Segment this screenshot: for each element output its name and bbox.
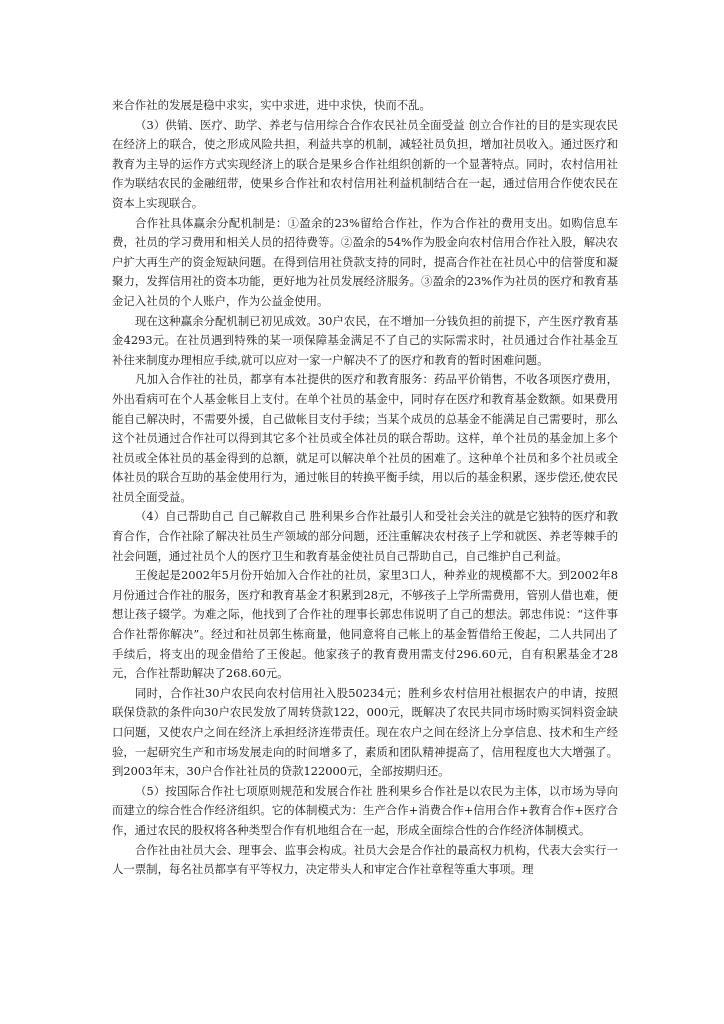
paragraph-credit-union: 同时，合作社30户农民向农村信用社入股50234元；胜利乡农村信用社根据农户的申请，按照联保贷款的条件向30户农民发放了周转贷款122，000元，既解决了农民共同市场时购买饲料资金缺口问题，又使农户之间在经济上承担经济连带责任。现在农户之间在经济上分享信息、技术和生产经验，一起研究生产和市场发展走向的时间增多了，素质和团队精神提高了，信用程度也大大增强了。到2003年末，30户合作社社员的贷款122000元，全部按期归还。 (112, 685, 618, 779)
paragraph-initial-results: 现在这种赢余分配机制已初见成效。30户农民，在不增加一分钱负担的前提下，产生医疗教育基金4293元。在社员遇到特殊的某一项保障基金满足不了自己的实际需求时，社员通过合作社基金互补往来制度办理相应手续,就可以应对一家一户解决不了的医疗和教育的暂时困难问题。 (112, 313, 618, 367)
paragraph-surplus-distribution: 合作社具体赢余分配机制是：①盈余的23%留给合作社，作为合作社的费用支出。如购信息车费，社员的学习费用和相关人员的招待费等。②盈余的54%作为股金向农村信用合作社入股，解决农户扩大再生产的资金短缺问题。在得到信用社贷款支持的同时，提高合作社在社员心中的信誉度和凝聚力，发挥信用社的资本功能，更好地为社员发展经济服务。③盈余的23%作为社员的医疗和教育基金记入社员的个人账户，作为公益金使用。 (112, 215, 618, 308)
paragraph-governance: 合作社由社员大会、理事会、监事会构成。社员大会是合作社的最高权力机构，代表大会实行一人一票制，每名社员都享有平等权力，决定带头人和审定合作社章程等重大事项。理 (112, 842, 618, 877)
paragraph-section-3: （3）供销、医疗、助学、养老与信用综合合作农民社员全面受益 创立合作社的目的是实现农民在经济上的联合，使之形成风险共担，利益共享的机制，减轻社员负担，增加社员收入。通过医疗和教育为主导的运作方式实现经济上的联合是果乡合作社组织创新的一个显著特点。同时，农村信用社作为联结农民的金融纽带，使果乡合作社和农村信用社利益机制结合在一起，通过信用合作使农民在资本上实现联合。 (112, 117, 618, 210)
paragraph-case-wang: 王俊起是2002年5月份开始加入合作社的社员，家里3口人，种养业的规模都不大。到2002年8月份通过合作社的服务，医疗和教育基金才积累到28元，不够孩子上学所需费用，管别人借也难，便想让孩子辍学。为难之际，他找到了合作社的理事长郭忠伟说明了自己的想法。郭忠伟说：“这件事合作社帮你解决”。经过和社员郭生栋商量，他同意将自己帐上的基金暂借给王俊起，二人共同出了手续后，将支出的现金借给了王俊起。他家孩子的教育费用需支付296.60元，自有积累基金才28元，合作社帮助解决了268.60元。 (112, 568, 618, 681)
body-text (112, 96, 618, 880)
paragraph-medical-education-services: 凡加入合作社的社员，都享有本社提供的医疗和教育服务：药品平价销售，不收各项医疗费用，外出看病可在个人基金帐目上支付。在单个社员的基金中，同时存在医疗和教育基金数额。如果费用能自己解决时，不需要外援，自己做帐目支付手续；当某个成员的总基金不能满足自己需要时，那么这个社员通过合作社可以得到其它多个社员或全体社员的联合帮助。这样，单个社员的基金加上多个社员或全体社员的基金得到的总额，就足可以解决单个社员的困难了。这种单个社员和多个社员或全体社员的联合互助的基金使用行为，通过帐目的转换平衡手续，用以后的基金积累，逐步偿还,使农民社员全面受益。 (112, 372, 618, 504)
paragraph-continuation: 来合作社的发展是稳中求实，实中求进，进中求快，快而不乱。 (112, 98, 431, 112)
paragraph-section-5: （5）按国际合作社七项原则规范和发展合作社 胜利果乡合作社是以农民为主体，以市场为导向而建立的综合性合作经济组织。它的体制模式为：生产合作+消费合作+信用合作+教育合作+医疗合作，通过农民的股权将各种类型合作有机地组合在一起，形成全面综合性的合作经济体制模式。 (112, 783, 618, 837)
paragraph-section-4: （4）自己帮助自己 自己解救自己 胜利果乡合作社最引人和受社会关注的就是它独特的医疗和教育合作，合作社除了解决社员生产领域的部分问题，还注重解决农村孩子上学和就医、养老等棘手的社会问题，通过社员个人的医疗卫生和教育基金使社员自己帮助自己，自己维护自己利益。 (112, 509, 618, 563)
